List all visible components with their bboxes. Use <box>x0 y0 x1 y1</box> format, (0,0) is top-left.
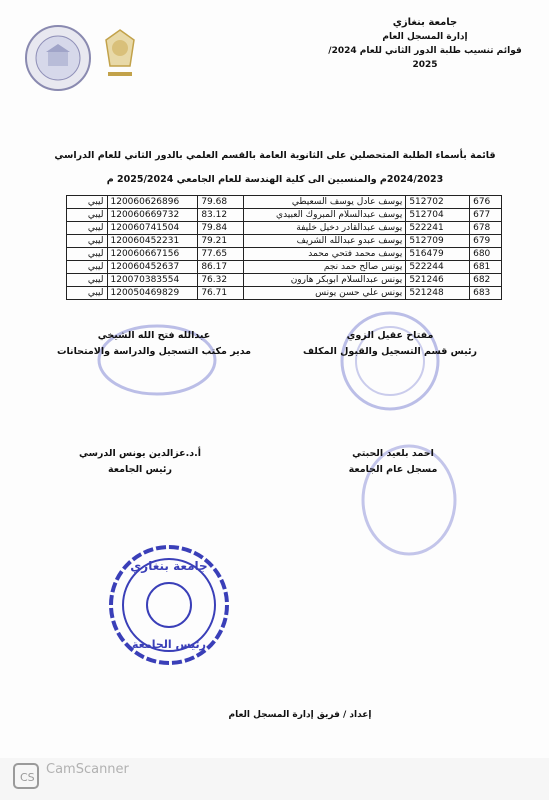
department-name: إدارة المسجل العام <box>382 32 468 42</box>
signatory-name: عبدالله فتح الله الشيخي <box>97 330 211 341</box>
signatory-name: احمد بلعيد الحبتي <box>352 448 434 459</box>
student-id: 516479 <box>406 248 470 261</box>
student-name: يوسف عادل يوسف السعيطي <box>243 196 406 209</box>
stamp-outer-text: جامعة بنغازي <box>130 559 208 573</box>
table-row <box>67 209 502 222</box>
table-row <box>67 287 502 300</box>
national-number: 120060741504 <box>107 222 198 235</box>
president-stamp <box>104 540 234 670</box>
table-row <box>67 261 502 274</box>
table-row <box>67 222 502 235</box>
registrar-logo <box>96 26 144 86</box>
university-name: جامعة بنغازي <box>392 17 458 28</box>
national-number: 120060452231 <box>107 235 198 248</box>
document-title-line1: قائمة بأسماء الطلبة المتحصلين على الثانوية العامة بالقسم العلمي بالدور الثاني للعام الدراسي <box>54 150 496 161</box>
nationality: ليبي <box>67 287 108 300</box>
national-number: 120060669732 <box>107 209 198 222</box>
student-score: 79.68 <box>198 196 243 209</box>
student-id: 522241 <box>406 222 470 235</box>
row-sequence-number: 680 <box>470 248 502 261</box>
nationality: ليبي <box>67 261 108 274</box>
national-number: 120060452637 <box>107 261 198 274</box>
university-seal-logo <box>24 24 92 92</box>
student-id: 521246 <box>406 274 470 287</box>
table-row <box>67 196 502 209</box>
svg-text:CS: CS <box>20 771 35 784</box>
signatory-role: رئيس الجامعة <box>108 464 172 475</box>
row-sequence-number: 681 <box>470 261 502 274</box>
nationality: ليبي <box>67 235 108 248</box>
national-number: 120070383554 <box>107 274 198 287</box>
row-sequence-number: 683 <box>470 287 502 300</box>
row-sequence-number: 677 <box>470 209 502 222</box>
national-number: 120050469829 <box>107 287 198 300</box>
student-score: 76.32 <box>198 274 243 287</box>
scanner-watermark-text: CamScanner <box>46 762 129 777</box>
student-name: يوسف محمد فتحي محمد <box>243 248 406 261</box>
row-sequence-number: 682 <box>470 274 502 287</box>
signatory-role: مسجل عام الجامعة <box>348 464 438 475</box>
student-score: 83.12 <box>198 209 243 222</box>
student-score: 77.65 <box>198 248 243 261</box>
nationality: ليبي <box>67 222 108 235</box>
header <box>325 16 525 72</box>
row-sequence-number: 678 <box>470 222 502 235</box>
national-number: 120060626896 <box>107 196 198 209</box>
signature-block-general-registrar <box>318 446 468 478</box>
student-id: 522244 <box>406 261 470 274</box>
students-table <box>66 195 502 300</box>
table-row <box>67 235 502 248</box>
stamp-right-top <box>330 306 450 416</box>
nationality: ليبي <box>67 248 108 261</box>
nationality: ليبي <box>67 274 108 287</box>
header-subtitle: قوائم تنسيب طلبة الدور الثاني للعام 2024/ 2025 <box>328 46 522 70</box>
prepared-by-footer: إعداد / فريق إدارة المسجل العام <box>228 710 372 720</box>
signature-block-registration-manager <box>54 328 254 360</box>
nationality: ليبي <box>67 209 108 222</box>
student-name: يوسف عبدالقادر دخيل خليفة <box>243 222 406 235</box>
student-name: يوسف عبدالسلام المبروك العبيدي <box>243 209 406 222</box>
table-row <box>67 274 502 287</box>
national-number: 120060667156 <box>107 248 198 261</box>
student-name: يوسف عبدو عبدالله الشريف <box>243 235 406 248</box>
table-row <box>67 248 502 261</box>
student-score: 86.17 <box>198 261 243 274</box>
signatory-name: أ.د.عزالدين يونس الدرسي <box>78 448 202 459</box>
student-id: 512704 <box>406 209 470 222</box>
student-name: يونس عبدالسلام ابوبكر هارون <box>243 274 406 287</box>
stamp-inner-text: رئيس الجامعة <box>132 638 206 651</box>
signature-block-registration-head <box>300 328 480 360</box>
student-name: يونس علي حسن يونس <box>243 287 406 300</box>
student-score: 76.71 <box>198 287 243 300</box>
signatory-role: رئيس قسم التسجيل والقبول المكلف <box>302 346 478 357</box>
student-score: 79.84 <box>198 222 243 235</box>
signatory-name: مفتاح عقيل الزوي <box>346 330 434 341</box>
student-id: 521248 <box>406 287 470 300</box>
student-id: 512709 <box>406 235 470 248</box>
row-sequence-number: 676 <box>470 196 502 209</box>
student-id: 512702 <box>406 196 470 209</box>
signature-block-university-president <box>60 446 220 478</box>
document-title-line2: 2024/2023م والمنسبين الى كلية الهندسة للعام الجامعي 2025/2024 م <box>106 174 444 185</box>
student-score: 79.21 <box>198 235 243 248</box>
signatory-role: مدير مكتب التسجيل والدراسة والامتحانات <box>56 346 252 357</box>
nationality: ليبي <box>67 196 108 209</box>
row-sequence-number: 679 <box>470 235 502 248</box>
student-name: يونس صالح حمد نجم <box>243 261 406 274</box>
